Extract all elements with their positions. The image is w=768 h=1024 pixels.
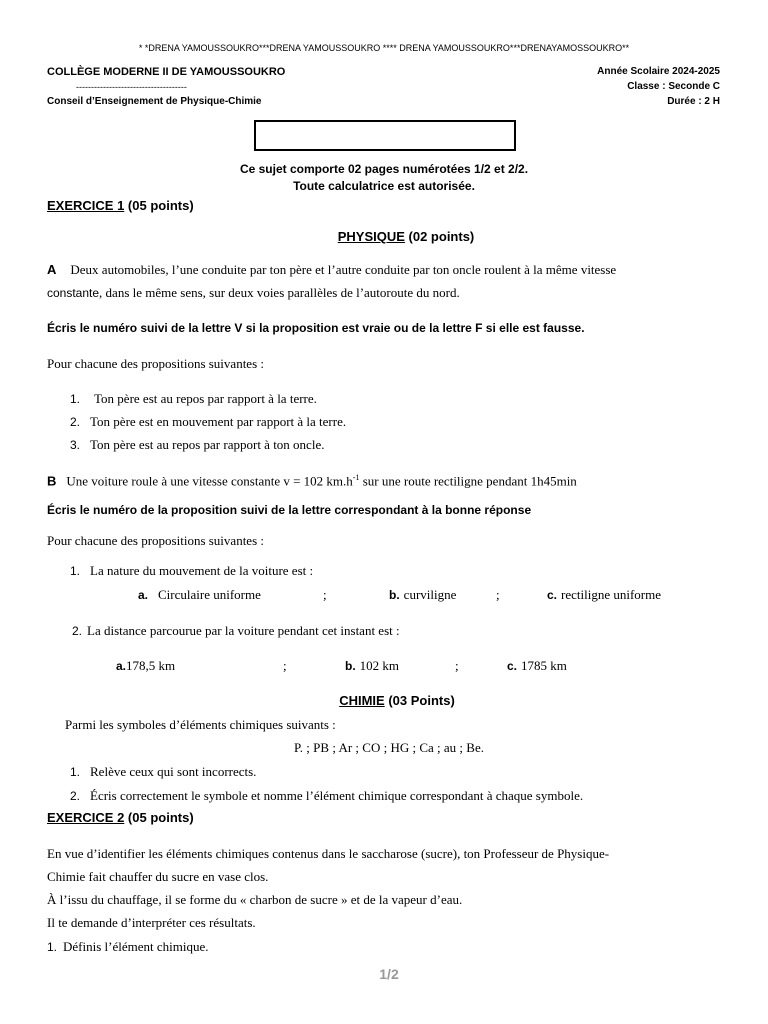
part-a-item-1 [70,391,317,407]
notice-pages: Ce sujet comporte 02 pages numérotées 1/2 et 2/2. [239,162,529,176]
q2-option-b [345,658,399,674]
item-number: 2. [70,415,81,429]
q1-separator-1: ; [323,587,327,602]
chemistry-symbols: P. ; PB ; Ar ; CO ; HG ; Ca ; au ; Be. [294,740,484,755]
question-text: Définis l’élément chimique. [63,939,209,954]
school-year: Année Scolaire 2024-2025 [597,66,720,77]
part-b-question-1 [70,563,313,579]
class-label: Classe : Seconde C [627,81,720,92]
chemistry-item-1 [70,764,256,780]
exercise2-paragraph-4: Il te demande d’interpréter ces résultats. [47,915,256,930]
part-b-intro: Pour chacune des propositions suivantes : [47,533,264,548]
part-a-text2: , dans le même sens, sur deux voies parallèles de l’autoroute du nord. [99,285,460,300]
exercise1-label: EXERCICE 1 [47,198,125,213]
exercise1-title [47,198,194,213]
chemistry-label: CHIMIE [339,693,385,708]
chemistry-item-2 [70,788,583,804]
question-number: 1. [47,940,58,954]
physics-points: (02 points) [404,229,475,244]
option-letter: a. [116,659,127,673]
item-text: Relève ceux qui sont incorrects. [90,764,257,779]
part-a-line2 [47,285,460,301]
chemistry-points: (03 Points) [384,693,455,708]
option-text: 102 km [359,658,400,673]
exercise2-paragraph-3: À l’issu du chauffage, il se forme du « charbon de sucre » et de la vapeur d’eau. [47,892,463,907]
council-name: Conseil d’Enseignement de Physique-Chimie [47,96,262,107]
option-text: rectiligne uniforme [561,587,662,602]
exercise2-paragraph-1: En vue d’identifier les éléments chimiques contenus dans le saccharose (sucre), ton Professeur de Physique- [47,846,610,861]
part-a-item-2 [70,414,346,430]
chemistry-title [0,693,768,708]
question-text: La distance parcourue par la voiture pendant cet instant est : [87,623,400,638]
item-text: Ton père est au repos par rapport à la terre. [94,391,317,406]
duration-label: Durée : 2 H [667,96,720,107]
page-number: 1/2 [379,966,399,982]
part-a-intro: Pour chacune des propositions suivantes : [47,356,264,371]
chemistry-intro: Parmi les symboles d’éléments chimiques suivants : [65,717,336,732]
part-b-question-2 [72,623,400,639]
exercise2-paragraph-2: Chimie fait chauffer du sucre en vase clos. [47,869,269,884]
part-a-line1 [47,262,616,278]
item-text: Ton père est en mouvement par rapport à la terre. [90,414,347,429]
top-banner: * *DRENA YAMOUSSOUKRO***DRENA YAMOUSSOUKRO **** DRENA YAMOUSSOUKRO***DRENAYAMOSSOUKRO** [138,43,630,53]
school-name: COLLÈGE MODERNE II DE YAMOUSSOUKRO [47,66,286,78]
q2-option-a [116,658,175,674]
part-a-instruction: Écris le numéro suivi de la lettre V si la proposition est vraie ou de la lettre F si elle est fausse. [47,321,585,335]
part-a-word: constante [47,286,100,300]
item-text: Ton père est au repos par rapport à ton oncle. [90,437,325,452]
exercise2-points: (05 points) [124,810,194,825]
question-text: La nature du mouvement de la voiture est : [90,563,314,578]
header-separator: ------------------------------------- [76,82,187,92]
q2-option-c [507,658,567,674]
part-a-item-3 [70,437,324,453]
physics-label: PHYSIQUE [337,229,405,244]
notice-calculator: Toute calculatrice est autorisée. [293,179,475,193]
part-a-letter: A [47,262,57,277]
exercise1-points: (05 points) [124,198,194,213]
q1-option-b [389,587,456,603]
part-b-text-after: sur une route rectiligne pendant 1h45min [359,473,577,489]
part-b-text-before: Une voiture roule à une vitesse constante v = 102 km.h [66,473,353,489]
q1-separator-2: ; [496,587,500,602]
q2-separator-2: ; [455,658,459,673]
part-b-exponent: -1 [352,473,360,482]
part-b-instruction: Écris le numéro de la proposition suivi de la lettre correspondant à la bonne réponse [47,503,532,517]
option-text: Circulaire uniforme [158,587,261,602]
option-letter: c. [547,588,558,602]
option-text: curviligne [403,587,457,602]
item-text: Écris correctement le symbole et nomme l’élément chimique correspondant à chaque symbole. [90,788,584,803]
item-number: 1. [70,392,81,406]
q1-option-c [547,587,661,603]
exercise2-label: EXERCICE 2 [47,810,125,825]
question-number: 1. [70,564,81,578]
item-number: 1. [70,765,81,779]
title-box [254,120,516,151]
exercise2-question-1 [47,939,209,955]
item-number: 2. [70,789,81,803]
question-number: 2. [72,624,83,638]
item-number: 3. [70,438,81,452]
part-b-letter: B [47,473,57,489]
option-text: 178,5 km [126,658,176,673]
physics-title [0,229,768,244]
exercise2-title [47,810,194,825]
q2-separator-1: ; [283,658,287,673]
part-a-text1: Deux automobiles, l’une conduite par ton père et l’autre conduite par ton oncle roulent à la même vitesse [70,262,617,277]
option-letter: b. [389,588,400,602]
option-letter: b. [345,659,356,673]
option-letter: c. [507,659,518,673]
q1-option-a [138,587,261,603]
option-text: 1785 km [521,658,567,673]
option-letter: a. [138,588,149,602]
part-b-line [47,473,577,489]
